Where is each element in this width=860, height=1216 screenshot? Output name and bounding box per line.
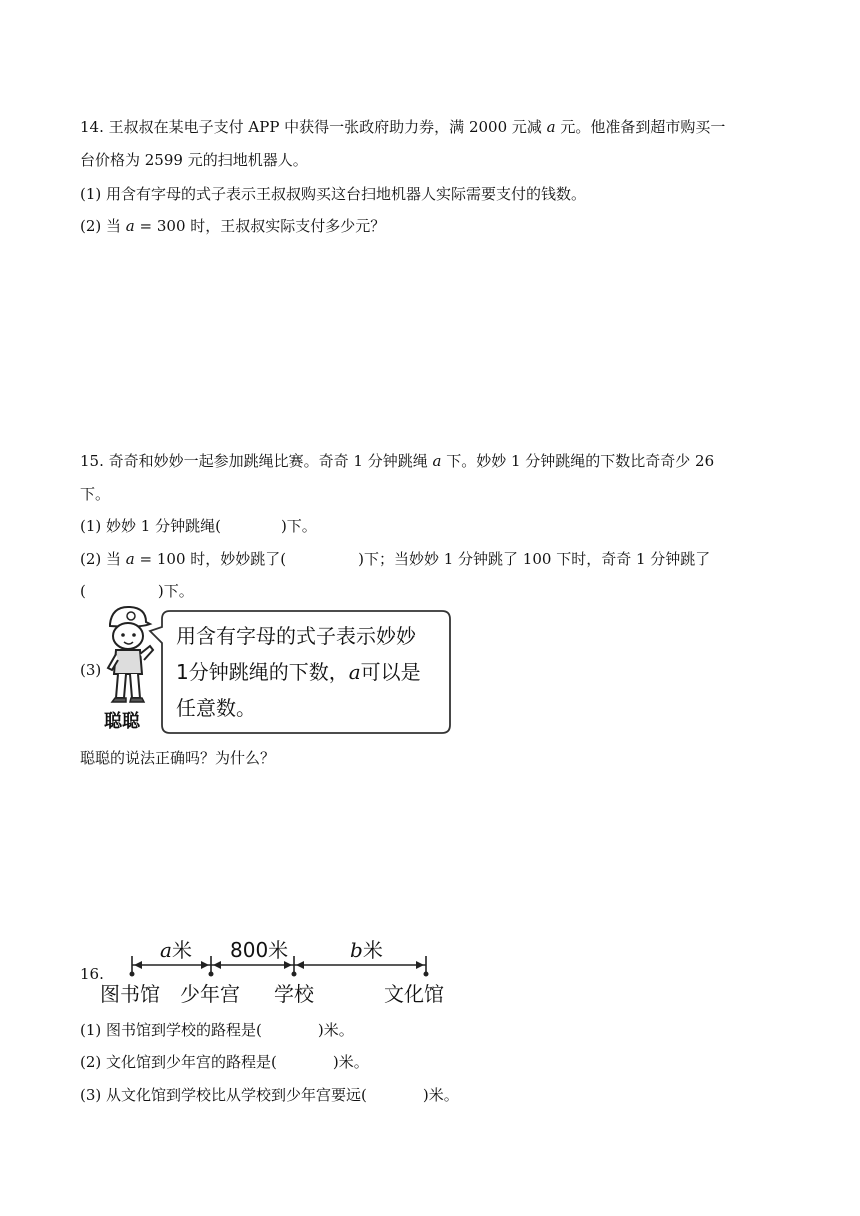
segment-1-label: a米 <box>160 938 192 962</box>
place-library: 图书馆 <box>100 982 160 1006</box>
q15-line1: 15. 奇奇和妙妙一起参加跳绳比赛。奇奇 1 分钟跳绳 a 下。妙妙 1 分钟跳绳的下数比奇奇少 26 <box>80 452 715 470</box>
q15-sub2-line2: ( )下。 <box>80 582 194 600</box>
q15-question: 聪聪的说法正确吗？为什么？ <box>80 749 276 767</box>
q16-sub2: (2) 文化馆到少年宫的路程是( )米。 <box>80 1053 369 1071</box>
place-youth-palace: 少年宫 <box>180 982 240 1006</box>
q15-sub3-label: (3) <box>80 661 102 679</box>
bubble-line-1: 用含有字母的式子表示妙妙 <box>176 624 416 648</box>
bubble-line-2: 1分钟跳绳的下数，a可以是 <box>176 660 421 684</box>
q16-label: 16. <box>80 965 104 983</box>
character-name-label: 聪聪 <box>104 711 140 732</box>
q14-sub2: (2) 当 a = 300 时，王叔叔实际支付多少元？ <box>80 217 386 235</box>
q14-sub1: (1) 用含有字母的式子表示王叔叔购买这台扫地机器人实际需要支付的钱数。 <box>80 185 587 203</box>
q16-sub3: (3) 从文化馆到学校比从学校到少年宫要远( )米。 <box>80 1086 459 1104</box>
q16-sub1: (1) 图书馆到学校的路程是( )米。 <box>80 1021 354 1039</box>
place-school: 学校 <box>274 982 314 1006</box>
q15-sub2: (2) 当 a = 100 时，妙妙跳了( )下；当妙妙 1 分钟跳了 100 下时，奇奇 1 分钟跳了 <box>80 550 711 568</box>
segment-2-label: 800米 <box>230 938 289 962</box>
q15-sub1: (1) 妙妙 1 分钟跳绳( )下。 <box>80 517 317 535</box>
segment-3-label: b米 <box>350 938 383 962</box>
q14-line1: 14. 王叔叔在某电子支付 APP 中获得一张政府助力券，满 2000 元减 a 元。他准备到超市购买一 <box>80 118 726 136</box>
q15-line2: 下。 <box>80 485 111 503</box>
bubble-line-3: 任意数。 <box>176 696 256 720</box>
q14-line2: 台价格为 2599 元的扫地机器人。 <box>80 151 308 169</box>
place-culture-center: 文化馆 <box>384 982 444 1006</box>
